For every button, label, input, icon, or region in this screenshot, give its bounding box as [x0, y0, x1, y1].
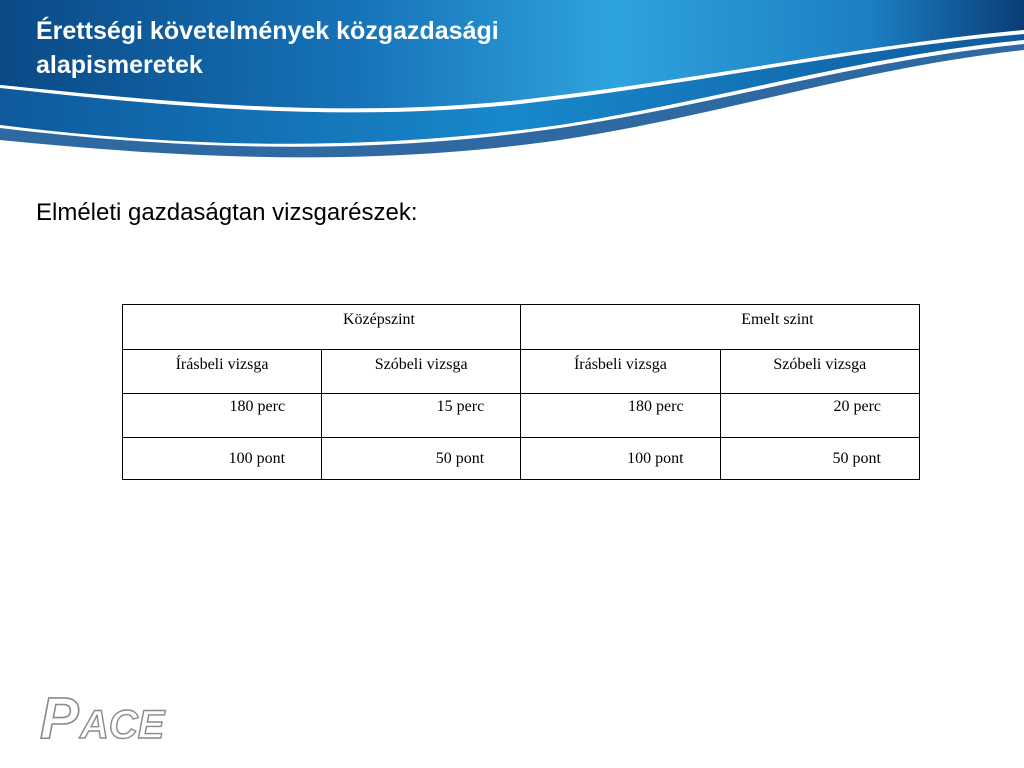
logo-text-small: ACE — [80, 703, 165, 742]
table-row-levels — [123, 305, 920, 350]
time-cell: 180 perc — [521, 394, 720, 438]
exam-type-cell: Írásbeli vizsga — [123, 350, 322, 394]
exam-type-cell: Szóbeli vizsga — [322, 350, 521, 394]
points-cell: 100 pont — [521, 438, 720, 480]
level-cell-mid: Középszint — [123, 305, 521, 350]
table-row-times — [123, 394, 920, 438]
exam-type-cell: Szóbeli vizsga — [720, 350, 919, 394]
level-cell-advanced: Emelt szint — [521, 305, 920, 350]
exam-type-cell: Írásbeli vizsga — [521, 350, 720, 394]
pace-logo — [40, 682, 190, 742]
points-cell: 50 pont — [720, 438, 919, 480]
points-cell: 100 pont — [123, 438, 322, 480]
slide-title — [36, 14, 676, 82]
time-cell: 15 perc — [322, 394, 521, 438]
time-cell: 20 perc — [720, 394, 919, 438]
title-line-1: Érettségi követelmények közgazdasági — [36, 17, 499, 45]
table-row-points — [123, 438, 920, 480]
time-cell: 180 perc — [123, 394, 322, 438]
logo-text-big: P — [40, 686, 79, 742]
exam-table — [122, 304, 920, 480]
title-line-2: alapismeretek — [36, 51, 203, 79]
section-subtitle: Elméleti gazdaságtan vizsgarészek: — [36, 199, 418, 226]
table-row-exam-types — [123, 350, 920, 394]
points-cell: 50 pont — [322, 438, 521, 480]
